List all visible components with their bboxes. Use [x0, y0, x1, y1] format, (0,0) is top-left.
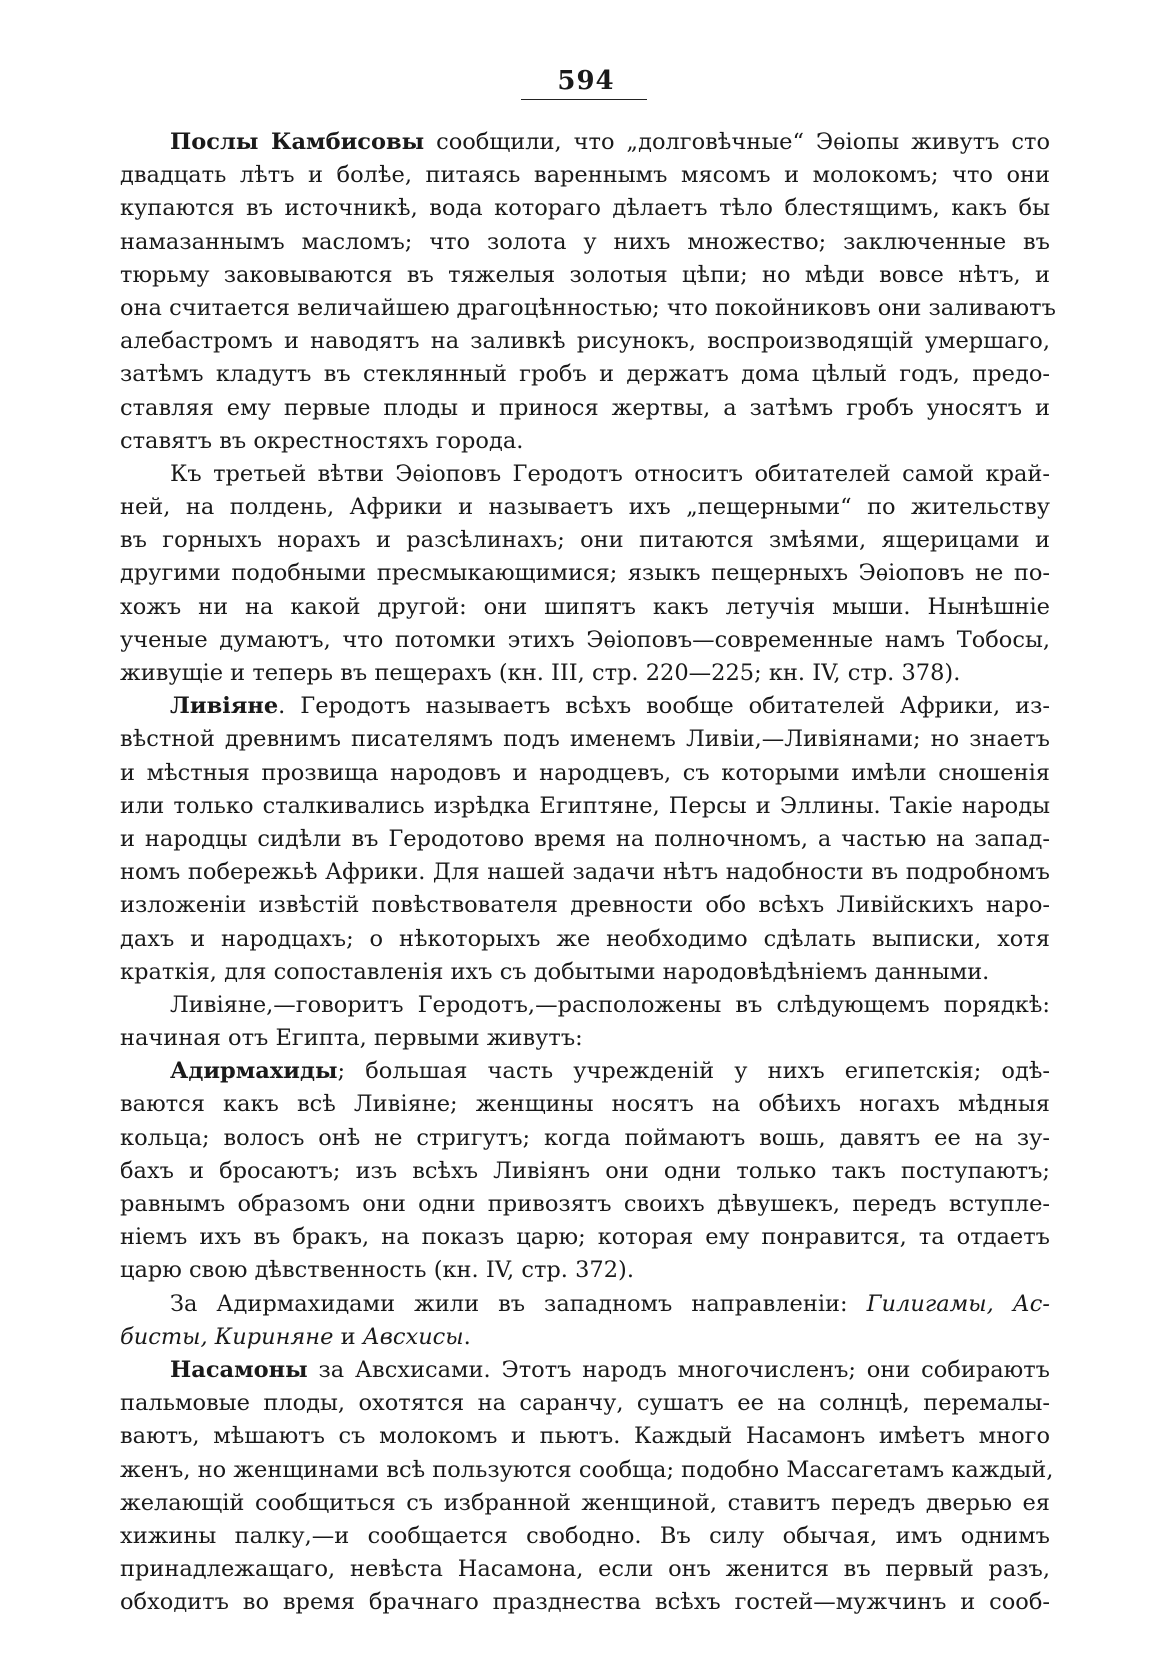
text-line: [120, 292, 1056, 325]
text-segment: и мѣстныя прозвища народовъ и народцевъ, съ которыми имѣли сношенія: [120, 759, 1050, 786]
text-segment: другими подобными пресмыкающимися; языкъ пещерныхъ Эѳіоповъ не по-: [120, 560, 1050, 587]
text-segment: тюрьму заковываются въ тяжелыя золотыя цѣпи; но мѣди вовсе нѣтъ, и: [120, 261, 1050, 288]
text-segment: алебастромъ и наводятъ на заливкѣ рисунокъ, воспроизводящій умершаго,: [120, 328, 1050, 355]
text-line: [120, 591, 1050, 624]
text-segment: она считается величайшею драгоцѣнностью; что покойниковъ они заливаютъ: [120, 294, 1056, 321]
text-segment: и народцы сидѣли въ Геродотово время на полночномъ, а частью на запад-: [120, 825, 1050, 852]
text-segment: и: [333, 1323, 363, 1350]
text-segment: . Геродотъ называетъ всѣхъ вообще обитателей Африки, из-: [278, 693, 1050, 720]
text-line: [120, 1254, 1050, 1287]
text-segment: обходитъ во время брачнаго празднества всѣхъ гостей—мужчинъ и сооб-: [120, 1589, 1050, 1616]
text-segment: равнымъ образомъ они одни привозятъ своихъ дѣвушекъ, передъ вступле-: [120, 1191, 1050, 1217]
text-line: [120, 1088, 1050, 1121]
text-line: [120, 1586, 1050, 1619]
text-line: [120, 989, 1050, 1022]
text-segment: сообщили, что „долговѣчные“ Эѳіопы живутъ сто: [424, 129, 1050, 155]
text-segment: желающій сообщиться съ избранной женщиной, ставитъ передъ дверью ея: [120, 1489, 1050, 1516]
text-segment: Насамоны: [170, 1356, 308, 1383]
text-line: [120, 1188, 1050, 1221]
text-segment: въ горныхъ норахъ и разсѣлинахъ; они питаются змѣями, ящерицами и: [120, 527, 1050, 554]
text-line: [120, 425, 1050, 458]
text-line: [120, 524, 1050, 557]
text-line: [120, 1288, 1050, 1321]
text-segment: изложеніи извѣстій повѣствователя древности обо всѣхъ Ливійскихъ наро-: [120, 892, 1050, 919]
text-segment: За Адирмахидами жили въ западномъ направленіи:: [170, 1290, 867, 1317]
text-segment: женъ, но женщинами всѣ пользуются сообща; подобно Массагетамъ каждый,: [120, 1456, 1054, 1483]
text-segment: царю свою дѣвственность (кн. IV, стр. 372).: [120, 1257, 634, 1284]
text-line: [120, 1321, 1050, 1354]
text-segment: за Авсхисами. Этотъ народъ многочисленъ; они собираютъ: [307, 1356, 1050, 1383]
text-segment: Къ третьей вѣтви Эѳіоповъ Геродотъ относитъ обитателей самой край-: [170, 460, 1050, 487]
text-line: [120, 1487, 1050, 1520]
text-line: [120, 392, 1050, 425]
text-line: [120, 192, 1050, 225]
text-line: [120, 1553, 1050, 1586]
text-segment: ученые думаютъ, что потомки этихъ Эѳіоповъ—современные намъ Тобосы,: [120, 626, 1050, 653]
text-segment: ставляя ему первые плоды и принося жертвы, а затѣмъ гробъ уносятъ и: [120, 394, 1050, 421]
text-segment: бисты, Киринянe: [120, 1323, 334, 1350]
text-segment: Послы Камбисовы: [170, 129, 425, 155]
text-segment: хожъ ни на какой другой: они шипятъ какъ летучія мыши. Нынѣшніе: [120, 593, 1050, 620]
text-segment: ваются какъ всѣ Ливіяне; женщины носятъ на обѣихъ ногахъ мѣдныя: [120, 1091, 1050, 1118]
text-segment: пальмовые плоды, охотятся на саранчу, сушатъ ее на солнцѣ, перемалы-: [120, 1390, 1050, 1417]
text-segment: Ливіяне,—говоритъ Геродотъ,—расположены въ слѣдующемъ порядкѣ:: [170, 991, 1050, 1018]
text-line: [120, 723, 1050, 756]
text-segment: Адирмахиды: [170, 1058, 338, 1085]
text-segment: начиная отъ Египта, первыми живутъ:: [120, 1025, 583, 1052]
text-line: [120, 159, 1050, 192]
text-segment: дахъ и народцахъ; о нѣкоторыхъ же необходимо сдѣлать выписки, хотя: [120, 925, 1050, 952]
text-segment: .: [463, 1323, 471, 1350]
text-line: [120, 1055, 1050, 1088]
text-segment: бахъ и бросаютъ; изъ всѣхъ Ливіянъ они одни только такъ поступаютъ;: [120, 1157, 1050, 1184]
text-segment: или только сталкивались изрѣдка Египтяне, Персы и Эллины. Такіе народы: [120, 792, 1050, 819]
text-line: [120, 856, 1050, 889]
text-segment: ставятъ въ окрестностяхъ города.: [120, 427, 524, 454]
text-line: [120, 1354, 1050, 1387]
text-segment: хижины палку,—и сообщается свободно. Въ силу обычая, имъ однимъ: [120, 1522, 1050, 1549]
text-line: [120, 823, 1050, 856]
text-line: [120, 325, 1050, 358]
text-line: [120, 126, 1050, 159]
text-line: [120, 757, 1050, 790]
text-segment: Гилигамы, Ас-: [866, 1290, 1050, 1317]
text-segment: номъ побережьѣ Африки. Для нашей задачи нѣтъ надобности въ подробномъ: [120, 859, 1050, 886]
text-segment: Авсхисы: [362, 1323, 464, 1350]
text-line: [120, 259, 1050, 292]
text-line: [120, 1520, 1050, 1553]
text-line: [120, 1221, 1050, 1254]
text-line: [120, 458, 1050, 491]
text-segment: двадцать лѣтъ и болѣе, питаясь вареннымъ мясомъ и молокомъ; что они: [120, 162, 1050, 189]
page-number-rule: [521, 99, 647, 100]
text-segment: ніемъ ихъ въ бракъ, на показъ царю; которая ему понравится, та отдаетъ: [120, 1224, 1050, 1251]
text-segment: Ливіяне: [170, 693, 279, 720]
text-segment: кольца; волосъ онѣ не стригутъ; когда поймаютъ вошь, давятъ ее на зу-: [120, 1124, 1050, 1151]
text-line: [120, 889, 1050, 922]
text-line: [120, 657, 1050, 690]
text-line: [120, 1454, 1054, 1487]
text-segment: ней, на полдень, Африки и называетъ ихъ „пещерными“ по жительству: [120, 494, 1050, 521]
text-segment: ваютъ, мѣшаютъ съ молокомъ и пьютъ. Каждый Насамонъ имѣетъ много: [120, 1423, 1050, 1450]
text-line: [120, 1387, 1050, 1420]
text-line: [120, 358, 1050, 391]
text-line: [120, 624, 1050, 657]
text-line: [120, 956, 1050, 989]
text-line: [120, 790, 1050, 823]
text-line: [120, 690, 1050, 723]
text-line: [120, 1122, 1050, 1155]
text-segment: намазаннымъ масломъ; что золота у нихъ множество; заключенные въ: [120, 228, 1050, 255]
text-segment: затѣмъ кладутъ въ стеклянный гробъ и держатъ дома цѣлый годъ, предо-: [120, 361, 1050, 388]
text-segment: краткія, для сопоставленія ихъ съ добытыми народовѣдѣніемъ данными.: [120, 958, 990, 985]
text-line: [120, 491, 1050, 524]
text-segment: ; большая часть учрежденій у нихъ египетскія; одѣ-: [337, 1058, 1050, 1085]
text-line: [120, 557, 1050, 590]
text-segment: купаются въ источникѣ, вода котораго дѣлаетъ тѣло блестящимъ, какъ бы: [120, 195, 1050, 222]
text-segment: живущіе и теперь въ пещерахъ (кн. III, стр. 220—225; кн. IV, стр. 378).: [120, 660, 961, 686]
text-line: [120, 1022, 1050, 1055]
text-line: [120, 1155, 1050, 1188]
text-line: [120, 226, 1050, 259]
text-segment: принадлежащаго, невѣста Насамона, если онъ женится въ первый разъ,: [120, 1556, 1050, 1583]
text-segment: вѣстной древнимъ писателямъ подъ именемъ Ливіи,—Ливіянами; но знаетъ: [120, 726, 1050, 753]
body-text: [120, 126, 1056, 1619]
text-line: [120, 923, 1050, 956]
text-line: [120, 1420, 1050, 1453]
page-number: 594: [557, 66, 615, 96]
